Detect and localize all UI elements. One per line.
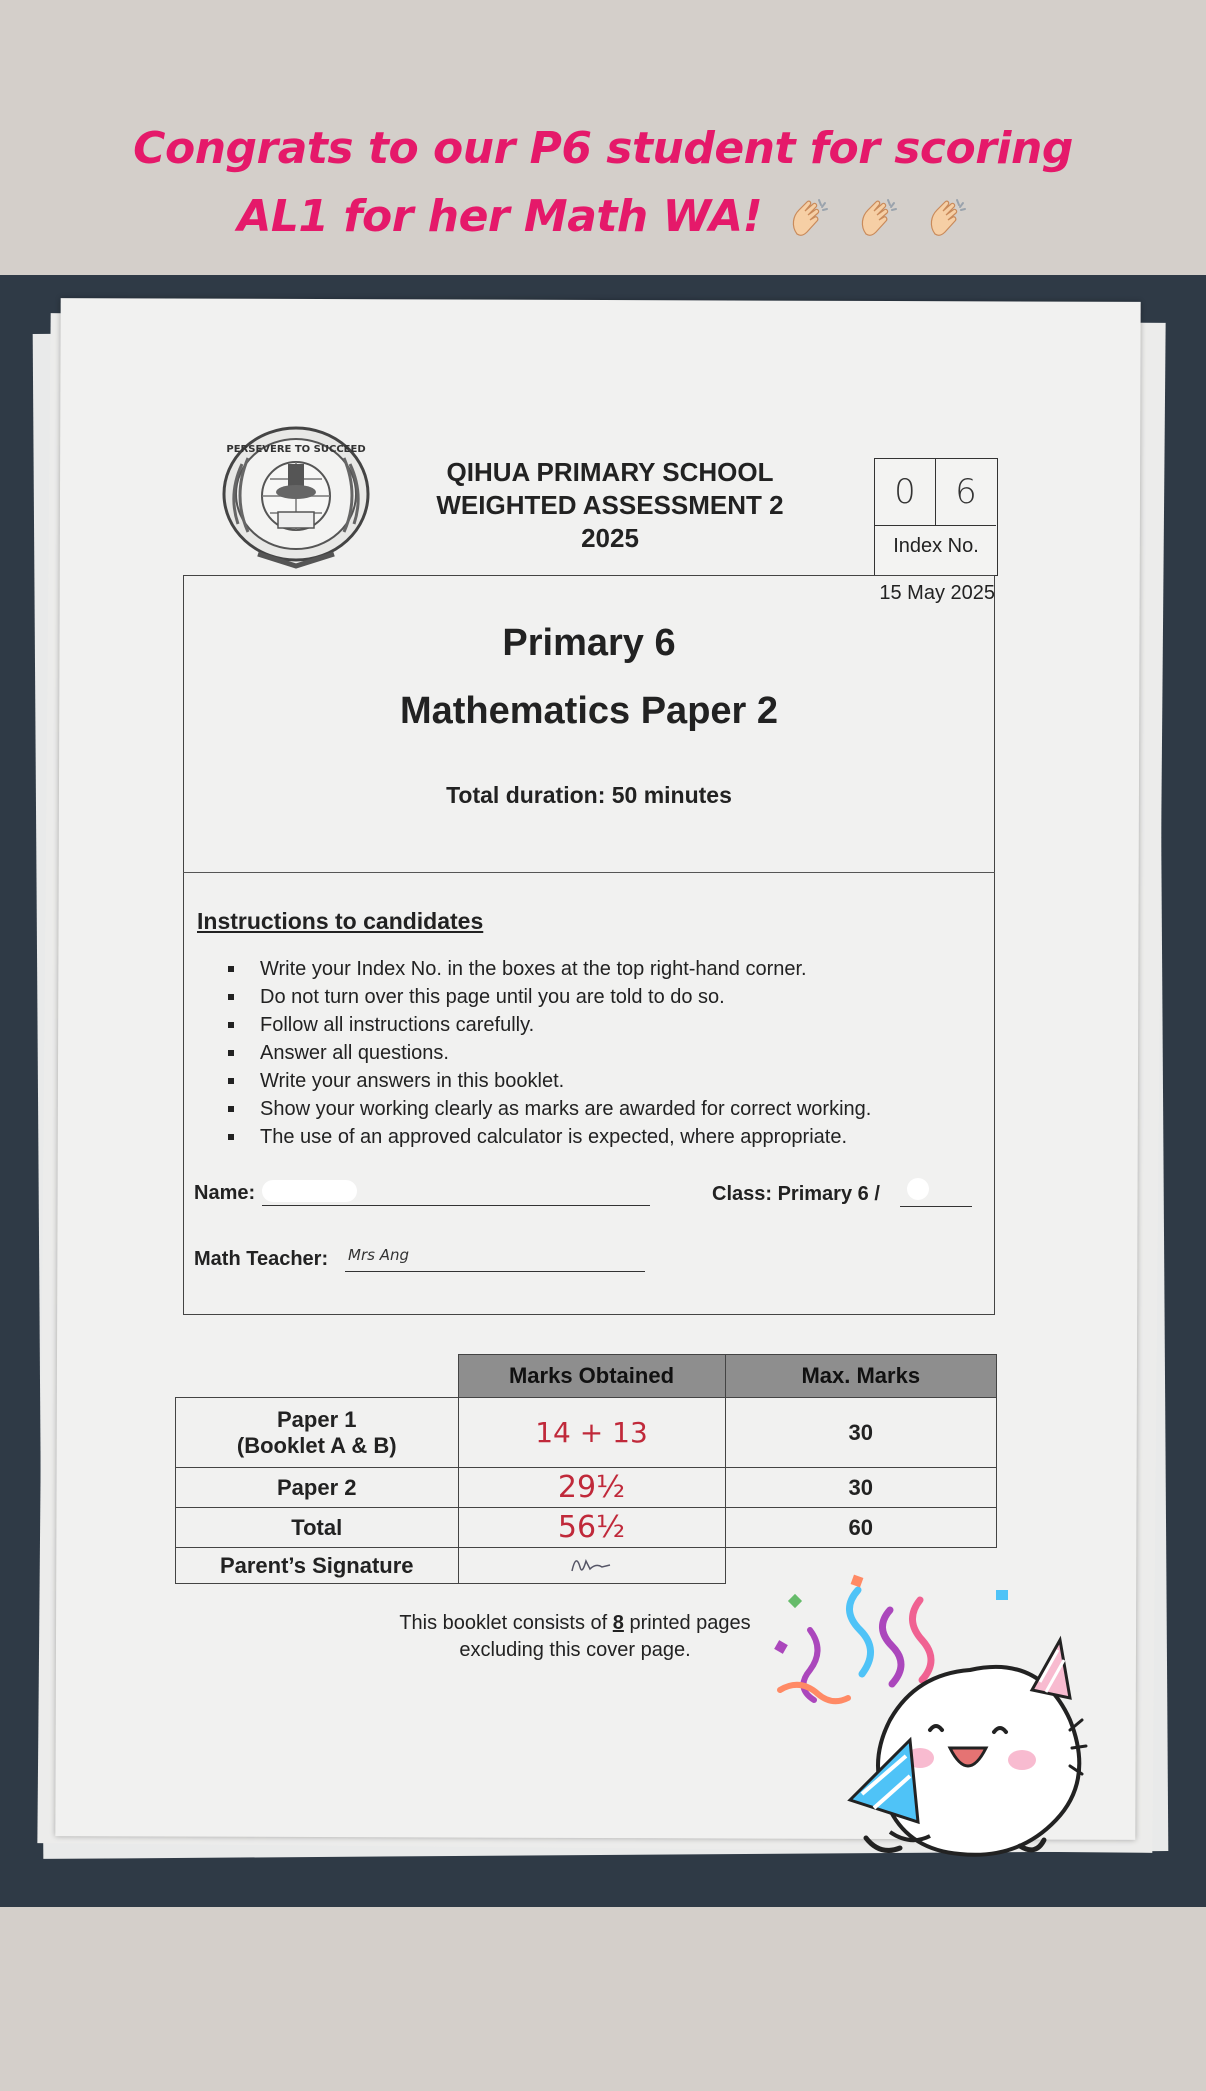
school-name: QIHUA PRIMARY SCHOOL xyxy=(446,457,774,487)
caption-line-2: AL1 for her Math WA! xyxy=(237,191,763,242)
instruction-item: The use of an approved calculator is expected, where appropriate. xyxy=(228,1123,871,1151)
instructions-heading: Instructions to candidates xyxy=(197,908,484,934)
clapping-hands-icon xyxy=(787,198,831,240)
marks-header-blank xyxy=(176,1355,459,1398)
paper2-max: 30 xyxy=(725,1468,997,1508)
party-seal-sticker-icon xyxy=(770,1570,1110,1870)
instruction-item: Write your Index No. in the boxes at the top right-hand corner. xyxy=(228,955,871,983)
assessment-name: WEIGHTED ASSESSMENT 2 xyxy=(436,490,784,520)
caption-line-1: Congrats to our P6 student for scoring xyxy=(133,123,1073,174)
footer-prefix: This booklet consists of xyxy=(399,1612,613,1634)
paper1-max: 30 xyxy=(725,1398,997,1468)
instruction-item: Show your working clearly as marks are awarded for correct working. xyxy=(228,1095,871,1123)
paper-duration: Total duration: 50 minutes xyxy=(446,782,732,808)
row-label-paper2: Paper 2 xyxy=(176,1468,459,1508)
marks-table xyxy=(175,1354,997,1584)
cover-divider xyxy=(183,872,995,873)
marks-header-max: Max. Marks xyxy=(725,1355,997,1398)
booklet-footer xyxy=(370,1610,780,1664)
name-label: Name: xyxy=(194,1182,256,1204)
clapping-hands-icon xyxy=(856,198,900,240)
signature-scribble-icon xyxy=(552,1549,632,1577)
instruction-item: Follow all instructions carefully. xyxy=(228,1011,871,1039)
teacher-label: Math Teacher: xyxy=(194,1248,329,1270)
clapping-hands-icon xyxy=(925,198,969,240)
paper1-marks: 14 + 13 xyxy=(458,1398,725,1468)
parent-signature xyxy=(458,1548,725,1584)
crest-motto: PERSEVERE TO SUCCEED xyxy=(226,444,366,455)
instructions-list xyxy=(228,955,871,1151)
instruction-item: Answer all questions. xyxy=(228,1039,871,1067)
teacher-line xyxy=(345,1271,645,1272)
school-header xyxy=(405,456,815,555)
teacher-name: Mrs Ang xyxy=(348,1246,409,1264)
index-label: Index No. xyxy=(893,535,979,557)
redaction-blob xyxy=(262,1180,357,1202)
total-marks: 56½ xyxy=(458,1508,725,1548)
redaction-blob xyxy=(907,1178,929,1200)
index-digit-2: 6 xyxy=(936,459,996,526)
marks-header-obtained: Marks Obtained xyxy=(458,1355,725,1398)
class-line xyxy=(900,1206,972,1207)
school-crest-icon xyxy=(218,424,374,572)
name-line xyxy=(262,1205,650,1206)
footer-pages: 8 xyxy=(612,1612,624,1634)
row-label-total: Total xyxy=(176,1508,459,1548)
row-label-signature: Parent’s Signature xyxy=(176,1548,459,1584)
index-digit-1: 0 xyxy=(875,459,936,526)
exam-date: 15 May 2025 xyxy=(879,582,995,604)
footer-line-2: excluding this cover page. xyxy=(459,1639,691,1661)
story-caption xyxy=(0,115,1206,251)
instruction-item: Write your answers in this booklet. xyxy=(228,1067,871,1095)
row-label-paper1: Paper 1 (Booklet A & B) xyxy=(176,1398,459,1468)
instruction-item: Do not turn over this page until you are told to do so. xyxy=(228,983,871,1011)
assessment-year: 2025 xyxy=(581,523,639,553)
paper-subject: Mathematics Paper 2 xyxy=(399,690,779,732)
footer-suffix: printed pages xyxy=(623,1612,751,1634)
class-label: Class: Primary 6 / xyxy=(712,1183,880,1205)
paper-level: Primary 6 xyxy=(502,622,676,664)
paper2-marks: 29½ xyxy=(458,1468,725,1508)
total-max: 60 xyxy=(725,1508,997,1548)
index-number-box xyxy=(874,458,998,576)
